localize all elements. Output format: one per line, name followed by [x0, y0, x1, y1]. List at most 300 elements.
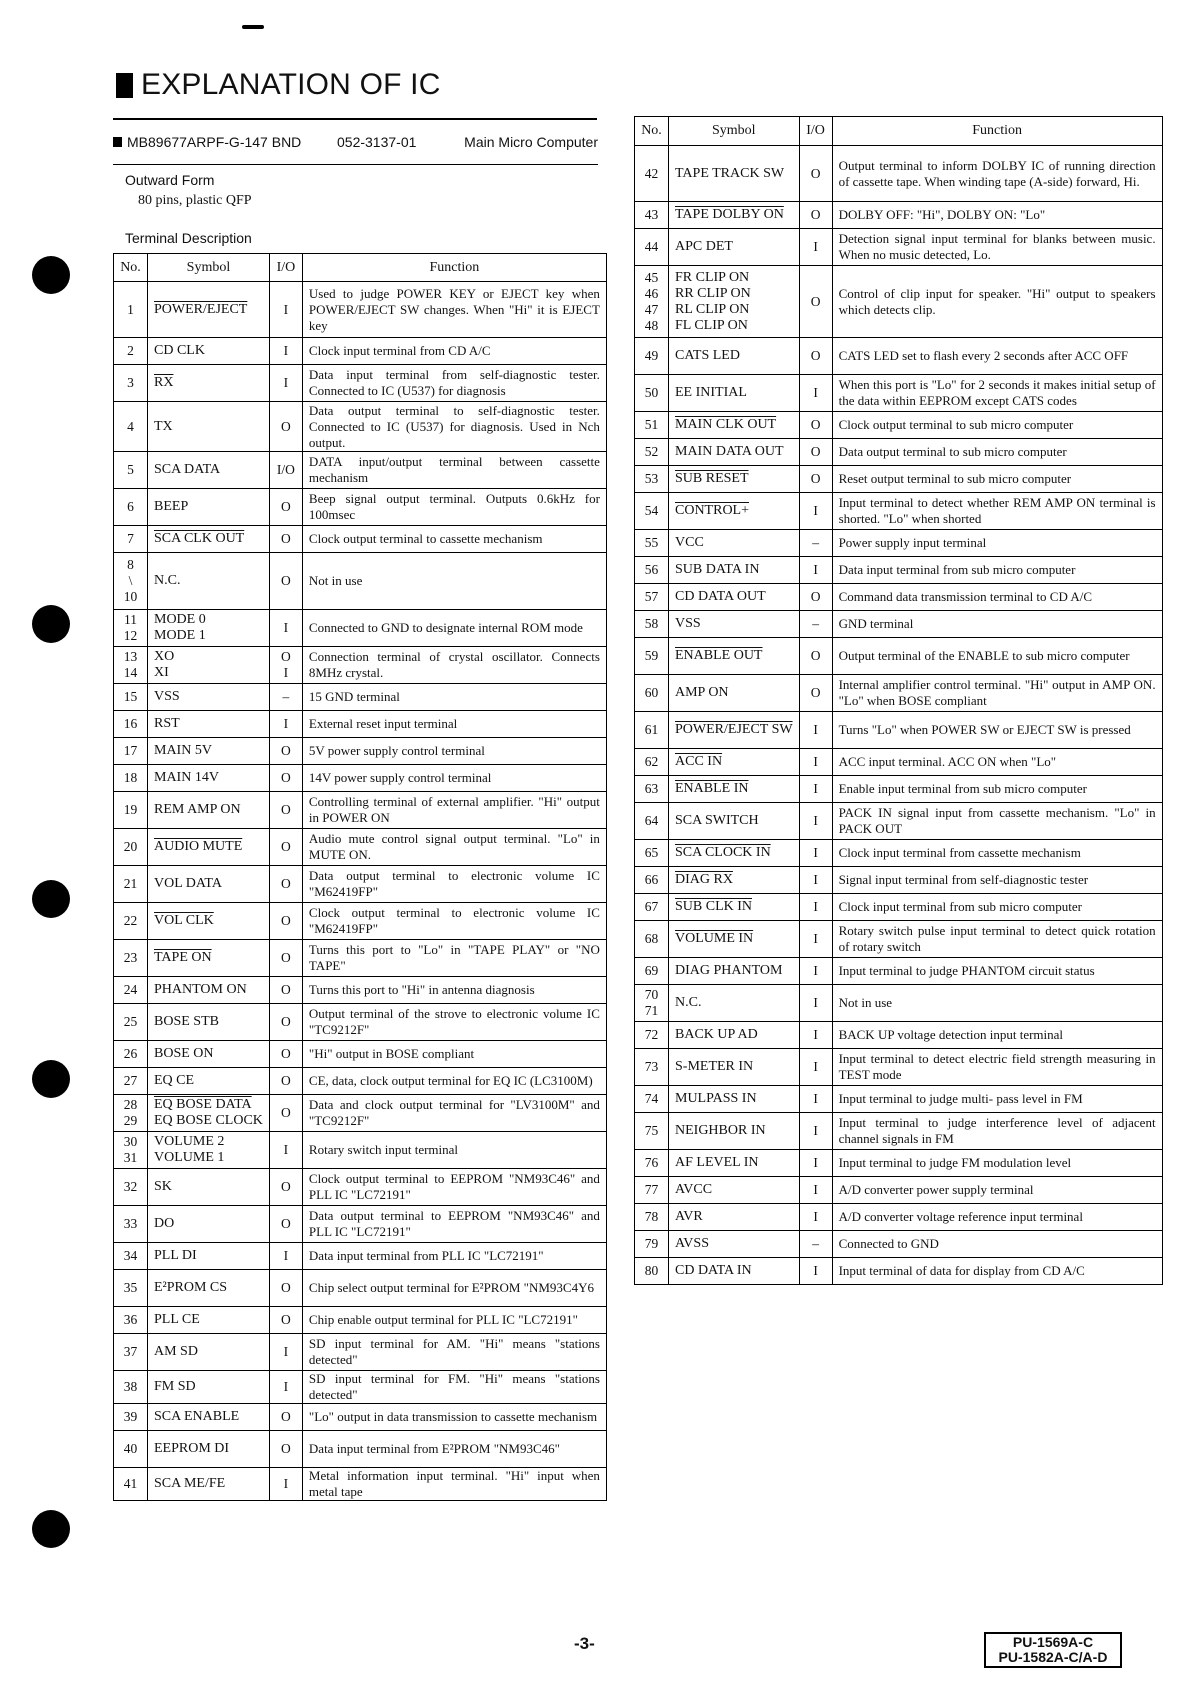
- pin-number: [635, 530, 669, 557]
- pin-symbol-line: CD DATA OUT: [675, 589, 766, 604]
- pin-symbol-line: CATS LED: [675, 348, 740, 363]
- pin-symbol-line: RL CLIP ON: [675, 301, 750, 317]
- pin-io: –: [269, 684, 302, 711]
- pin-symbol-line: SCA CLK OUT: [154, 531, 245, 546]
- pin-io: I: [799, 1022, 832, 1049]
- pin-io: I: [799, 985, 832, 1022]
- pin-symbol-line: AUDIO MUTE: [154, 839, 243, 854]
- pin-function: CATS LED set to flash every 2 seconds after ACC OFF: [832, 338, 1162, 375]
- table-row: [635, 146, 1163, 202]
- pin-io: O: [269, 1307, 302, 1334]
- pin-io: O: [269, 489, 302, 526]
- pin-symbol-line: VSS: [675, 616, 701, 631]
- pin-io: I: [799, 557, 832, 584]
- pin-function: Clock input terminal from cassette mechanism: [832, 840, 1162, 867]
- bullet-icon: [113, 137, 122, 147]
- pin-number-line: 65: [644, 845, 659, 860]
- pin-number: [114, 765, 148, 792]
- pin-symbol: [669, 557, 800, 584]
- pin-number-line: 8: [127, 557, 134, 572]
- table-row: [635, 557, 1163, 584]
- pin-function: Data input terminal from E²PROM "NM93C46": [302, 1431, 606, 1468]
- pin-symbol: [148, 1431, 270, 1468]
- pin-io: O: [799, 338, 832, 375]
- pin-number: [114, 402, 148, 452]
- pin-number-line: 30: [123, 1134, 138, 1149]
- pin-symbol: [148, 553, 270, 610]
- pin-io: –: [799, 1231, 832, 1258]
- pin-io: I: [269, 711, 302, 738]
- pin-symbol-line: BEEP: [154, 499, 189, 514]
- section-title-text: EXPLANATION OF IC: [141, 68, 441, 101]
- pin-number-line: 13: [123, 649, 138, 664]
- pin-number: [114, 1243, 148, 1270]
- pin-function: DATA input/output terminal between cassette mechanism: [302, 452, 606, 489]
- pin-function: ACC input terminal. ACC ON when "Lo": [832, 749, 1162, 776]
- pin-symbol: [669, 867, 800, 894]
- pin-symbol-line: DIAG RX: [675, 872, 733, 887]
- document-number-box: [984, 1632, 1122, 1668]
- pin-io: I: [799, 958, 832, 985]
- pin-symbol-line: SCA CLOCK IN: [675, 845, 771, 860]
- pin-function: Control of clip input for speaker. "Hi" output to speakers which detects clip.: [832, 266, 1162, 338]
- pin-symbol-line: VSS: [154, 689, 180, 704]
- pin-number-line: 37: [123, 1344, 138, 1359]
- pin-symbol-line: MAIN 5V: [154, 743, 212, 758]
- table-row: [635, 584, 1163, 611]
- ic-header-divider: [113, 164, 598, 165]
- pin-number-line: 25: [123, 1014, 138, 1029]
- pin-symbol-line: AVR: [675, 1209, 703, 1224]
- binder-hole-2: [32, 605, 70, 643]
- pin-number: [114, 1270, 148, 1307]
- pin-symbol-line: NEIGHBOR IN: [675, 1123, 766, 1138]
- pin-number: [635, 675, 669, 712]
- pin-symbol: [148, 792, 270, 829]
- pin-symbol-line: VCC: [675, 535, 704, 550]
- pin-number: [635, 229, 669, 266]
- pin-function: 5V power supply control terminal: [302, 738, 606, 765]
- pin-number: [114, 1431, 148, 1468]
- pin-number-line: 3: [127, 375, 134, 390]
- pin-function: Data input terminal from sub micro computer: [832, 557, 1162, 584]
- pin-function: Reset output terminal to sub micro computer: [832, 466, 1162, 493]
- table-row: [635, 1258, 1163, 1285]
- document-number-2: PU-1582A-C/A-D: [998, 1649, 1108, 1665]
- pin-number: [635, 1150, 669, 1177]
- table-row: [635, 266, 1163, 338]
- table-row: [635, 921, 1163, 958]
- pin-number: [635, 493, 669, 530]
- pin-function: Output terminal of the strove to electronic volume IC "TC9212F": [302, 1004, 606, 1041]
- pin-function: Input terminal to judge FM modulation level: [832, 1150, 1162, 1177]
- pin-io: I: [269, 1243, 302, 1270]
- pin-io: I: [269, 1132, 302, 1169]
- pin-io: O: [799, 146, 832, 202]
- pin-symbol: [148, 1468, 270, 1501]
- pin-symbol-line: TAPE TRACK SW: [675, 165, 785, 181]
- pin-symbol-line: EQ CE: [154, 1073, 195, 1088]
- pin-number-line: 75: [644, 1123, 659, 1138]
- pin-symbol-line: SCA ENABLE: [154, 1409, 240, 1424]
- table-row: [635, 675, 1163, 712]
- pin-symbol: [148, 1169, 270, 1206]
- pin-symbol: [148, 1307, 270, 1334]
- pin-io: I: [799, 749, 832, 776]
- pin-symbol: [669, 229, 800, 266]
- table-row: [114, 282, 607, 338]
- pin-number-line: 70: [644, 987, 659, 1002]
- pin-number: [635, 638, 669, 675]
- pin-io: O: [269, 402, 302, 452]
- pin-symbol: [669, 712, 800, 749]
- col-no: No.: [114, 254, 148, 282]
- pin-symbol-line: FM SD: [154, 1379, 196, 1394]
- table-row: [114, 829, 607, 866]
- pin-symbol-line: DIAG PHANTOM: [675, 963, 783, 978]
- pin-function: Clock output terminal to EEPROM "NM93C46" and PLL IC "LC72191": [302, 1169, 606, 1206]
- pin-symbol: [148, 365, 270, 402]
- table-row: [114, 452, 607, 489]
- table-row: [635, 1177, 1163, 1204]
- pin-io: O: [269, 792, 302, 829]
- table-row: [635, 712, 1163, 749]
- pin-io: O: [269, 1404, 302, 1431]
- table-row: [114, 1206, 607, 1243]
- pin-symbol-line: DO: [154, 1216, 175, 1231]
- pin-number-line: 28: [123, 1097, 138, 1112]
- binder-hole-1: [32, 256, 70, 294]
- binder-hole-4: [32, 1060, 70, 1098]
- pin-function: Beep signal output terminal. Outputs 0.6kHz for 100msec: [302, 489, 606, 526]
- pin-io: O: [269, 1095, 302, 1132]
- pin-io: I: [799, 867, 832, 894]
- table-row: [114, 1468, 607, 1501]
- pin-symbol-line: VOLUME 1: [154, 1150, 225, 1165]
- pin-symbol: [669, 375, 800, 412]
- pin-function: Connected to GND: [832, 1231, 1162, 1258]
- pin-number: [635, 958, 669, 985]
- section-title: [116, 68, 441, 102]
- pin-number-line: 7: [127, 531, 134, 546]
- pin-io: O: [269, 1169, 302, 1206]
- pin-number-line: 40: [123, 1441, 138, 1456]
- pin-symbol: [148, 610, 270, 647]
- pin-function: Controlling terminal of external amplifier. "Hi" output in POWER ON: [302, 792, 606, 829]
- table-row: [635, 985, 1163, 1022]
- pin-io: I: [269, 1334, 302, 1371]
- pin-number-line: 11: [124, 612, 137, 627]
- pin-number-line: 55: [644, 535, 659, 550]
- pin-number-line: 67: [644, 899, 659, 914]
- pin-io: O: [799, 675, 832, 712]
- pin-symbol: [669, 921, 800, 958]
- pin-symbol: [148, 526, 270, 553]
- pin-symbol-line: POWER/EJECT: [154, 301, 248, 317]
- pin-function: Internal amplifier control terminal. "Hi" output in AMP ON. "Lo" when BOSE compliant: [832, 675, 1162, 712]
- table-row: [114, 1307, 607, 1334]
- pin-function: Clock input terminal from sub micro computer: [832, 894, 1162, 921]
- pin-symbol: [669, 1049, 800, 1086]
- pin-number-line: 1: [127, 301, 134, 317]
- pin-function: Chip select output terminal for E²PROM "NM93C4Y6: [302, 1270, 606, 1307]
- pin-number-line: 51: [644, 417, 659, 432]
- pin-number: [114, 1068, 148, 1095]
- pin-number: [114, 792, 148, 829]
- pin-io: I: [799, 776, 832, 803]
- pin-function: Data output terminal to EEPROM "NM93C46" and PLL IC "LC72191": [302, 1206, 606, 1243]
- pin-io: O: [269, 1270, 302, 1307]
- terminal-table-right: [634, 116, 1163, 1285]
- pin-function: Input terminal of data for display from CD A/C: [832, 1258, 1162, 1285]
- pin-symbol: [669, 675, 800, 712]
- pin-number-line: 6: [127, 499, 134, 514]
- pin-symbol-line: BOSE STB: [154, 1014, 219, 1029]
- pin-io: I: [269, 338, 302, 365]
- pin-symbol: [148, 765, 270, 792]
- table-row: [114, 1041, 607, 1068]
- pin-number-line: 73: [644, 1059, 659, 1074]
- pin-symbol: [669, 840, 800, 867]
- table-row: [635, 493, 1163, 530]
- pin-symbol: [148, 977, 270, 1004]
- pin-symbol-line: REM AMP ON: [154, 802, 241, 817]
- pin-function: GND terminal: [832, 611, 1162, 638]
- pin-number: [114, 1404, 148, 1431]
- pin-number: [635, 803, 669, 840]
- pin-symbol-line: TX: [154, 418, 173, 434]
- pin-number-line: 64: [644, 813, 659, 828]
- pin-number-line: 71: [644, 1003, 659, 1018]
- pin-function: "Hi" output in BOSE compliant: [302, 1041, 606, 1068]
- pin-symbol: [669, 749, 800, 776]
- ic-model: [113, 134, 301, 150]
- pin-function: Data output terminal to sub micro computer: [832, 439, 1162, 466]
- pin-function: Turns this port to "Lo" in "TAPE PLAY" or "NO TAPE": [302, 940, 606, 977]
- pin-number: [635, 557, 669, 584]
- pin-io: O: [799, 412, 832, 439]
- ic-model-text: MB89677ARPF-G-147 BND: [127, 134, 302, 150]
- table-row: [114, 1004, 607, 1041]
- table-row: [114, 1169, 607, 1206]
- pin-number: [114, 977, 148, 1004]
- pin-number-line: 12: [123, 628, 138, 643]
- pin-symbol: [148, 1041, 270, 1068]
- table-row: [635, 466, 1163, 493]
- pin-function: Audio mute control signal output terminal. "Lo" in MUTE ON.: [302, 829, 606, 866]
- pin-symbol: [669, 1022, 800, 1049]
- pin-io: I: [799, 1150, 832, 1177]
- pin-number-line: 41: [123, 1476, 138, 1491]
- pin-number: [114, 711, 148, 738]
- pin-number: [114, 1004, 148, 1041]
- pin-io: O: [269, 829, 302, 866]
- pin-symbol-line: CD CLK: [154, 343, 205, 358]
- pin-number-line: 23: [123, 950, 138, 965]
- pin-symbol: [148, 1371, 270, 1404]
- table-row: [114, 1334, 607, 1371]
- pin-function: Clock output terminal to cassette mechanism: [302, 526, 606, 553]
- pin-symbol: [669, 412, 800, 439]
- pin-function: Rotary switch pulse input terminal to detect quick rotation of rotary switch: [832, 921, 1162, 958]
- table-row: [635, 638, 1163, 675]
- pin-symbol-line: FR CLIP ON: [675, 269, 750, 285]
- pin-number: [114, 1371, 148, 1404]
- pin-number-line: 62: [644, 754, 659, 769]
- pin-function: Input terminal to judge interference level of adjacent channel signals in FM: [832, 1113, 1162, 1150]
- pin-function: Connection terminal of crystal oscillator. Connects 8MHz crystal.: [302, 647, 606, 684]
- pin-function: Not in use: [832, 985, 1162, 1022]
- table-row: [635, 611, 1163, 638]
- pin-number: [114, 452, 148, 489]
- pin-symbol: [669, 776, 800, 803]
- pin-number: [635, 921, 669, 958]
- pin-number: [635, 266, 669, 338]
- pin-number-line: 79: [644, 1236, 659, 1251]
- table-row: [114, 1270, 607, 1307]
- table-row: [635, 1150, 1163, 1177]
- pin-symbol: [669, 439, 800, 466]
- col-function: Function: [302, 254, 606, 282]
- ic-code: 052-3137-01: [337, 134, 417, 150]
- table-row: [114, 977, 607, 1004]
- pin-symbol: [669, 1177, 800, 1204]
- page-number: -3-: [574, 1634, 595, 1653]
- pin-io: O: [269, 738, 302, 765]
- pin-function: When this port is "Lo" for 2 seconds it makes initial setup of the data within EEPROM except CATS codes: [832, 375, 1162, 412]
- pin-number: [635, 439, 669, 466]
- pin-symbol: [669, 1204, 800, 1231]
- pin-io: I: [799, 712, 832, 749]
- table-row: [114, 765, 607, 792]
- pin-symbol: [148, 1132, 270, 1169]
- pin-symbol: [148, 940, 270, 977]
- pin-symbol-line: RR CLIP ON: [675, 285, 751, 301]
- pin-number: [114, 553, 148, 610]
- pin-function: Data input terminal from self-diagnostic tester. Connected to IC (U537) for diagnosis: [302, 365, 606, 402]
- table-row: [635, 1049, 1163, 1086]
- pin-function: Data input terminal from PLL IC "LC72191": [302, 1243, 606, 1270]
- pin-number-line: 58: [644, 616, 659, 631]
- pin-number-line: 80: [644, 1263, 659, 1278]
- pin-function: Clock output terminal to electronic volume IC "M62419FP": [302, 903, 606, 940]
- pin-io: I: [799, 229, 832, 266]
- table-row: [635, 840, 1163, 867]
- pin-number: [114, 526, 148, 553]
- pin-symbol-line: VOLUME IN: [675, 931, 754, 946]
- pin-symbol: [669, 638, 800, 675]
- pin-number-line: 53: [644, 471, 659, 486]
- pin-symbol-line: PLL CE: [154, 1312, 200, 1327]
- pin-number-line: 38: [123, 1379, 138, 1394]
- pin-symbol: [148, 1243, 270, 1270]
- pin-function: Enable input terminal from sub micro computer: [832, 776, 1162, 803]
- pin-symbol-line: N.C.: [675, 995, 702, 1010]
- pin-function: Output terminal of the ENABLE to sub micro computer: [832, 638, 1162, 675]
- pin-io: O: [269, 765, 302, 792]
- pin-symbol-line: RST: [154, 716, 180, 731]
- col-no: No.: [635, 117, 669, 146]
- table-row: [635, 803, 1163, 840]
- pin-function: Rotary switch input terminal: [302, 1132, 606, 1169]
- pin-symbol: [669, 266, 800, 338]
- pin-symbol-line: SUB RESET: [675, 471, 749, 486]
- table-row: [635, 749, 1163, 776]
- pin-function: Output terminal to inform DOLBY IC of running direction of cassette tape. When winding tape (A-side) forward, Hi.: [832, 146, 1162, 202]
- table-row: [635, 202, 1163, 229]
- pin-symbol-line: BACK UP AD: [675, 1027, 758, 1042]
- pin-symbol: [669, 985, 800, 1022]
- pin-number-line: 36: [123, 1312, 138, 1327]
- pin-io: O: [269, 553, 302, 610]
- pin-io: I/O: [269, 452, 302, 489]
- pin-number: [635, 1177, 669, 1204]
- pin-number: [114, 489, 148, 526]
- table-row: [635, 229, 1163, 266]
- pin-symbol: [148, 1334, 270, 1371]
- col-io: I/O: [799, 117, 832, 146]
- pin-symbol: [669, 338, 800, 375]
- col-symbol: Symbol: [148, 254, 270, 282]
- pin-symbol: [148, 1095, 270, 1132]
- pin-symbol: [669, 1150, 800, 1177]
- pin-symbol-line: PLL DI: [154, 1248, 197, 1263]
- pin-number: [635, 338, 669, 375]
- pin-io: O: [269, 977, 302, 1004]
- pin-symbol: [148, 1270, 270, 1307]
- outward-form-value: 80 pins, plastic QFP: [138, 193, 252, 208]
- table-row: [114, 792, 607, 829]
- pin-number-line: \: [128, 573, 133, 588]
- pin-symbol: [148, 647, 270, 684]
- pin-symbol: [669, 1086, 800, 1113]
- pin-function: Metal information input terminal. "Hi" input when metal tape: [302, 1468, 606, 1501]
- pin-io: I: [799, 1177, 832, 1204]
- pin-symbol: [669, 146, 800, 202]
- pin-number: [635, 1049, 669, 1086]
- pin-io: O: [799, 584, 832, 611]
- pin-number-line: 20: [123, 839, 138, 854]
- pin-number-line: 46: [644, 285, 659, 301]
- pin-function: 15 GND terminal: [302, 684, 606, 711]
- pin-function: Input terminal to judge PHANTOM circuit status: [832, 958, 1162, 985]
- pin-number: [635, 146, 669, 202]
- table-row: [114, 553, 607, 610]
- pin-io: O: [269, 1431, 302, 1468]
- table-row: [114, 1243, 607, 1270]
- table-row: [114, 1371, 607, 1404]
- pin-function: Input terminal to judge multi- pass level in FM: [832, 1086, 1162, 1113]
- pin-symbol: [669, 803, 800, 840]
- pin-symbol-line: VOL CLK: [154, 913, 214, 928]
- pin-number-line: 19: [123, 802, 138, 817]
- pin-number: [635, 1231, 669, 1258]
- pin-symbol-line: SK: [154, 1179, 172, 1194]
- pin-number: [114, 1468, 148, 1501]
- pin-io: I: [799, 375, 832, 412]
- terminal-table-left: [113, 253, 607, 1501]
- pin-symbol: [148, 829, 270, 866]
- pin-symbol-line: SCA DATA: [154, 462, 221, 477]
- pin-symbol-line: E²PROM CS: [154, 1280, 228, 1295]
- pin-symbol: [148, 1004, 270, 1041]
- pin-symbol-line: AMP ON: [675, 685, 729, 700]
- pin-io: I: [269, 365, 302, 402]
- pin-symbol-line: AVSS: [675, 1236, 709, 1251]
- table-row: [114, 711, 607, 738]
- pin-function: SD input terminal for AM. "Hi" means "stations detected": [302, 1334, 606, 1371]
- pin-function: Turns this port to "Hi" in antenna diagnosis: [302, 977, 606, 1004]
